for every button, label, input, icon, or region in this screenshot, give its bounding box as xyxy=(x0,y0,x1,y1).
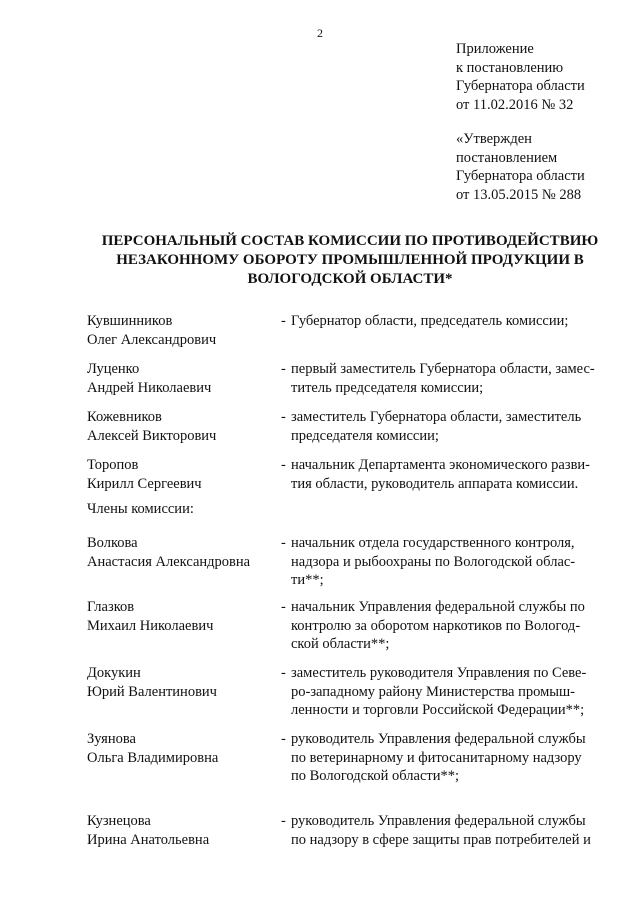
role-line: первый заместитель Губернатора области, замес- xyxy=(291,361,595,377)
role-line: тия области, руководитель аппарата комиссии. xyxy=(291,475,579,492)
role-line: заместитель Губернатора области, заместитель xyxy=(291,409,582,425)
approval-line: постановлением xyxy=(456,149,558,166)
dash-separator: - xyxy=(281,313,286,329)
member-surname: Волкова xyxy=(87,535,138,551)
member-entry xyxy=(87,598,617,664)
member-surname: Торопов xyxy=(87,457,139,473)
member-name xyxy=(87,312,277,349)
member-role xyxy=(291,812,609,849)
appendix-reference xyxy=(456,40,585,114)
dash-separator: - xyxy=(281,409,286,425)
role-line: по надзору в сфере защиты прав потребителей и xyxy=(291,831,591,848)
member-entry xyxy=(87,664,617,730)
dash-separator: - xyxy=(281,535,286,551)
role-line: Губернатор области, председатель комиссии; xyxy=(291,313,569,329)
member-entry xyxy=(87,812,617,854)
appendix-line: Приложение xyxy=(456,41,534,57)
page-number: 2 xyxy=(317,26,323,40)
member-name xyxy=(87,730,277,767)
member-given-names: Анастасия Александровна xyxy=(87,553,251,570)
approval-line: Губернатора области xyxy=(456,168,585,184)
member-given-names: Ирина Анатольевна xyxy=(87,831,210,848)
role-line: руководитель Управления федеральной службы xyxy=(291,731,586,747)
member-entry xyxy=(87,312,617,360)
member-name xyxy=(87,534,277,571)
role-line: по Вологодской области**; xyxy=(291,768,460,784)
role-line: ленности и торговли Российской Федерации**; xyxy=(291,702,585,718)
document-title xyxy=(60,232,640,289)
approval-line: «Утвержден xyxy=(456,131,532,147)
role-line: контролю за оборотом наркотиков по Вологод- xyxy=(291,617,581,634)
approval-line: от 13.05.2015 № 288 xyxy=(456,186,582,203)
member-given-names: Андрей Николаевич xyxy=(87,379,212,396)
title-line: НЕЗАКОННОМУ ОБОРОТУ ПРОМЫШЛЕННОЙ ПРОДУКЦИИ В xyxy=(116,252,584,268)
dash-separator: - xyxy=(281,599,286,615)
member-role xyxy=(291,360,609,397)
members-section xyxy=(87,500,617,534)
member-role xyxy=(291,456,609,493)
member-surname: Глазков xyxy=(87,599,135,615)
role-line: председателя комиссии; xyxy=(291,427,439,444)
member-role xyxy=(291,312,609,331)
dash-separator: - xyxy=(281,457,286,473)
member-entry xyxy=(87,360,617,408)
appendix-line: Губернатора области xyxy=(456,78,585,94)
member-name xyxy=(87,360,277,397)
member-name xyxy=(87,598,277,635)
member-entry xyxy=(87,730,617,812)
role-line: начальник Управления федеральной службы по xyxy=(291,599,585,615)
member-surname: Луценко xyxy=(87,361,140,377)
role-line: ро-западному району Министерства промыш- xyxy=(291,683,576,700)
dash-separator: - xyxy=(281,361,286,377)
approval-reference xyxy=(456,130,585,204)
member-role xyxy=(291,408,609,445)
role-line: ти**; xyxy=(291,572,324,588)
member-entry xyxy=(87,534,617,598)
member-given-names: Кирилл Сергеевич xyxy=(87,475,202,492)
member-given-names: Ольга Владимировна xyxy=(87,749,219,766)
appendix-line: от 11.02.2016 № 32 xyxy=(456,96,574,113)
member-role xyxy=(291,598,609,654)
members-section-label: Члены комиссии: xyxy=(87,501,194,517)
member-role xyxy=(291,534,609,590)
member-surname: Кувшинников xyxy=(87,313,173,329)
role-line: руководитель Управления федеральной службы xyxy=(291,813,586,829)
role-line: заместитель руководителя Управления по Севе- xyxy=(291,665,587,681)
member-name xyxy=(87,664,277,701)
member-entry xyxy=(87,456,617,500)
role-line: надзора и рыбоохраны по Вологодской облас- xyxy=(291,553,576,570)
role-line: начальник Департамента экономического разви- xyxy=(291,457,591,473)
member-surname: Кожевников xyxy=(87,409,162,425)
member-name xyxy=(87,456,277,493)
member-role xyxy=(291,730,609,786)
member-given-names: Олег Александрович xyxy=(87,331,217,348)
member-surname: Кузнецова xyxy=(87,813,151,829)
role-line: начальник отдела государственного контроля, xyxy=(291,535,575,551)
member-name xyxy=(87,812,277,849)
commission-members-list xyxy=(87,312,617,854)
dash-separator: - xyxy=(281,665,286,681)
role-line: титель председателя комиссии; xyxy=(291,379,484,396)
dash-separator: - xyxy=(281,731,286,747)
member-entry xyxy=(87,408,617,456)
dash-separator: - xyxy=(281,813,286,829)
title-line: ПЕРСОНАЛЬНЫЙ СОСТАВ КОМИССИИ ПО ПРОТИВОДЕЙСТВИЮ xyxy=(101,233,599,249)
member-surname: Докукин xyxy=(87,665,141,681)
role-line: ской области**; xyxy=(291,636,390,652)
member-name xyxy=(87,408,277,445)
member-surname: Зуянова xyxy=(87,731,136,747)
appendix-line: к постановлению xyxy=(456,59,564,76)
member-given-names: Михаил Николаевич xyxy=(87,617,214,634)
member-given-names: Юрий Валентинович xyxy=(87,683,217,700)
role-line: по ветеринарному и фитосанитарному надзору xyxy=(291,749,582,766)
title-line: ВОЛОГОДСКОЙ ОБЛАСТИ* xyxy=(247,271,453,287)
member-role xyxy=(291,664,609,720)
member-given-names: Алексей Викторович xyxy=(87,427,217,444)
